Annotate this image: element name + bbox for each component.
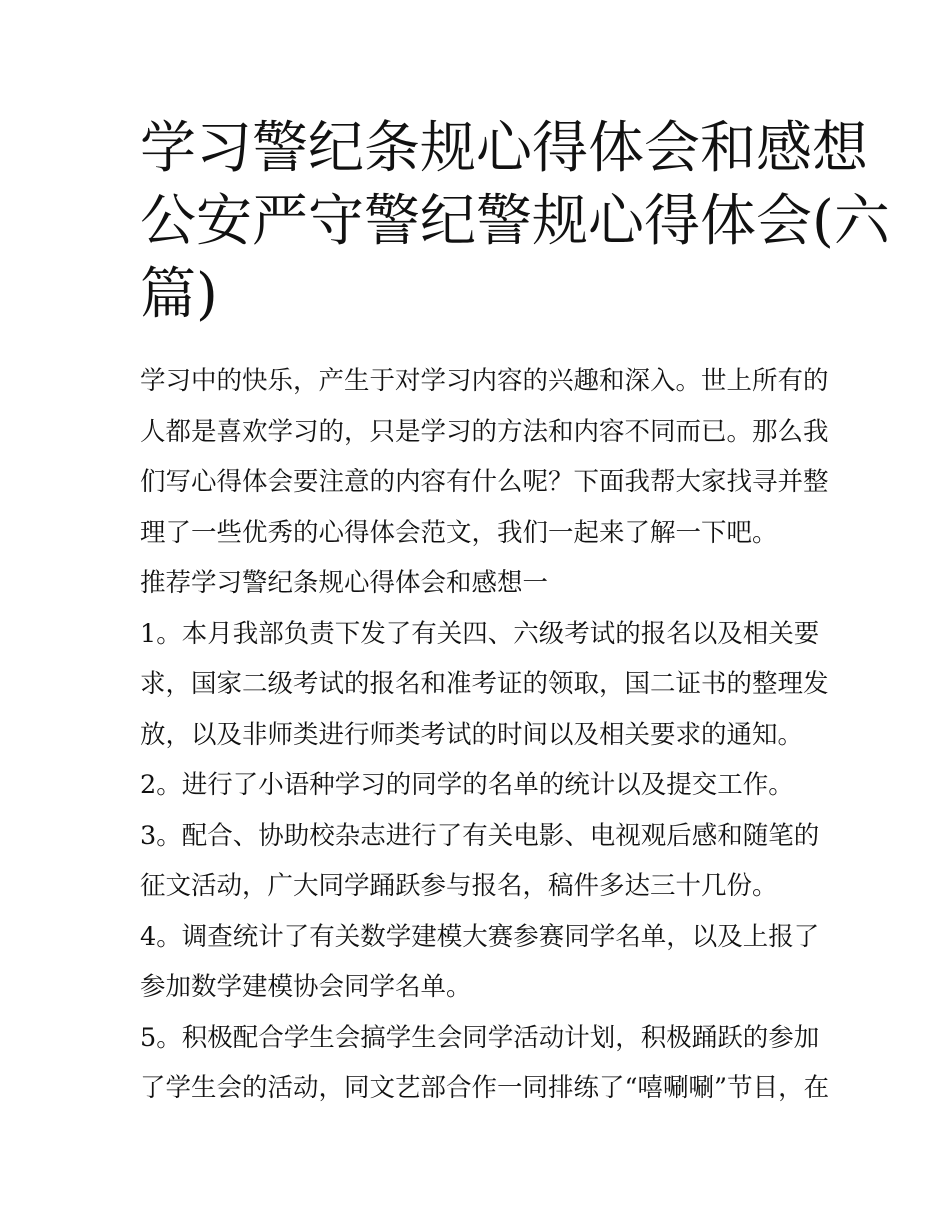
body-line: 1。本月我部负责下发了有关四、六级考试的报名以及相关要 <box>140 618 820 649</box>
body-line: 参加数学建模协会同学名单。 <box>140 972 472 1002</box>
body-line: 3。配合、协助校杂志进行了有关电影、电视观后感和随笔的 <box>140 820 820 851</box>
body-line: 学习中的快乐，产生于对学习内容的兴趣和深入。世上所有的 <box>140 366 829 396</box>
document-title <box>140 112 890 331</box>
body-line: 了学生会的活动，同文艺部合作一同排练了“嘻唰唰”节目，在 <box>140 1073 830 1103</box>
body-line: 求，国家二级考试的报名和准考证的领取，国二证书的整理发 <box>140 669 829 699</box>
title-line: 篇) <box>140 262 218 327</box>
body-line: 4。调查统计了有关数学建模大赛参赛同学名单，以及上报了 <box>140 921 820 952</box>
body-line: 5。积极配合学生会搞学生会同学活动计划，积极踊跃的参加 <box>140 1022 820 1053</box>
body-line: 理了一些优秀的心得体会范文，我们一起来了解一下吧。 <box>140 517 778 548</box>
section-heading: 推荐学习警纪条规心得体会和感想一 <box>140 568 549 598</box>
body-line: 放，以及非师类进行师类考试的时间以及相关要求的通知。 <box>140 719 804 750</box>
body-line: 2。进行了小语种学习的同学的名单的统计以及提交工作。 <box>140 770 794 800</box>
body-line: 征文活动，广大同学踊跃参与报名，稿件多达三十几份。 <box>140 871 778 901</box>
title-line: 学习警纪条规心得体会和感想 <box>140 116 868 181</box>
document-body <box>140 356 830 1114</box>
body-line: 人都是喜欢学习的，只是学习的方法和内容不同而已。那么我 <box>140 416 829 447</box>
body-line: 们写心得体会要注意的内容有什么呢？下面我帮大家找寻并整 <box>140 467 829 497</box>
title-line: 公安严守警纪警规心得体会(六 <box>140 189 890 254</box>
